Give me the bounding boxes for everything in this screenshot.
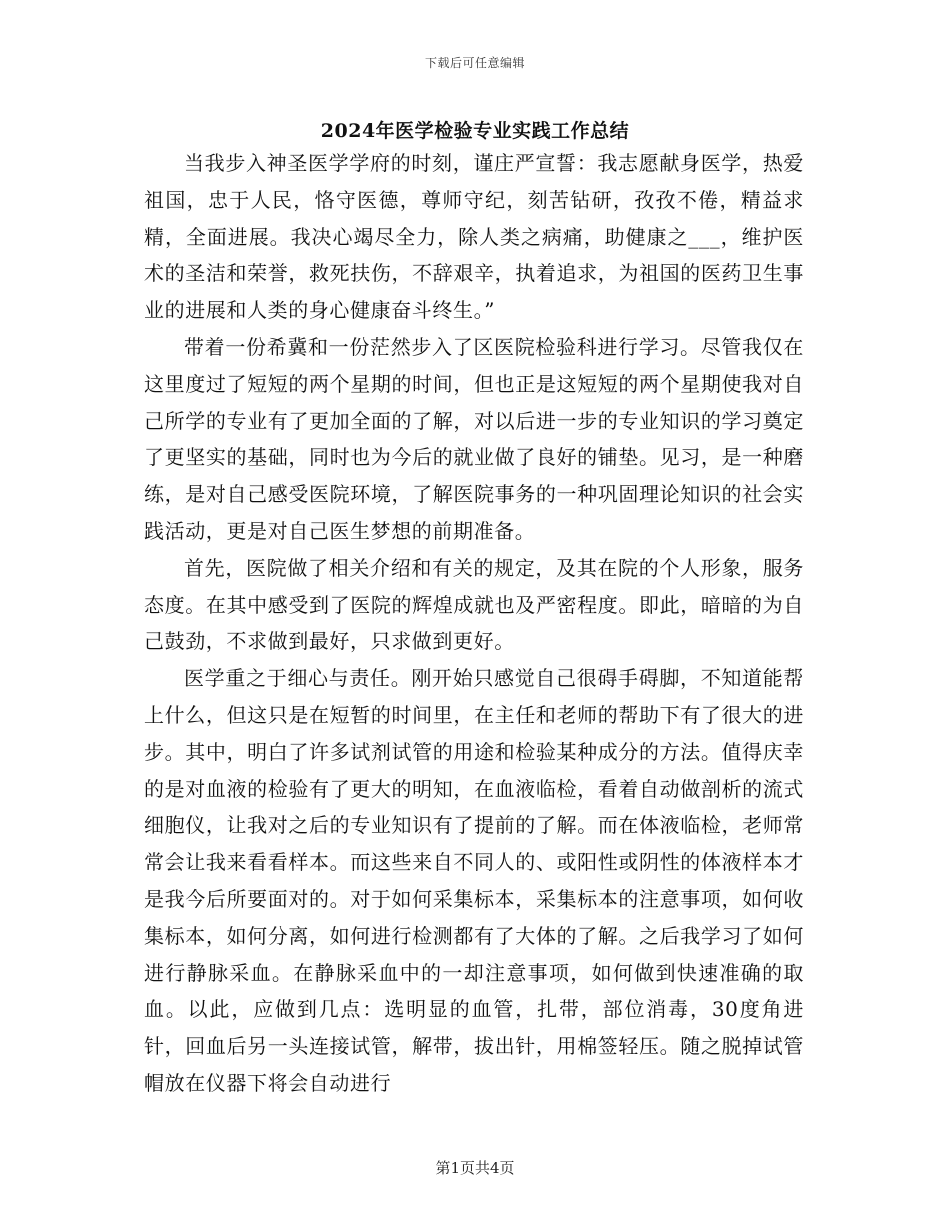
- paragraph-hospital-introduction: 首先，医院做了相关介绍和有关的规定，及其在院的个人形象，服务态度。在其中感受到了医院的辉煌成就也及严密程度。即此，暗暗的为自己鼓劲，不求做到最好，只求做到更好。: [144, 555, 804, 654]
- page-number: 第1页共4页: [435, 1159, 515, 1177]
- document-title: 2024年医学检验专业实践工作总结: [320, 120, 630, 142]
- paragraph-oath: 当我步入神圣医学学府的时刻，谨庄严宣誓：我志愿献身医学，热爱祖国，忠于人民，恪守医德，尊师守纪，刻苦钻研，孜孜不倦，精益求精，全面进展。我决心竭尽全力，除人类之病痛，助健康之___，维护医术的圣洁和荣誉，救死扶伤，不辞艰辛，执着追求，为祖国的医药卫生事业的进展和人类的身心健康奋斗终生。”: [144, 151, 804, 323]
- paragraph-lab-learning: 医学重之于细心与责任。刚开始只感觉自己很碍手碍脚，不知道能帮上什么，但这只是在短暂的时间里，在主任和老师的帮助下有了很大的进步。其中，明白了许多试剂试管的用途和检验某种成分的方法。值得庆幸的是对血液的检验有了更大的明知，在血液临检，看着自动做剖析的流式细胞仪，让我对之后的专业知识有了提前的了解。而在体液临检，老师常常会让我来看看样本。而这些来自不同人的、或阳性或阴性的体液样本才是我今后所要面对的。对于如何采集标本，采集标本的注意事项，如何收集标本，如何分离，如何进行检测都有了大体的了解。之后我学习了如何进行静脉采血。在静脉采血中的一却注意事项，如何做到快速准确的取血。以此，应做到几点：选明显的血管，扎带，部位消毒，30度角进针，回血后另一头连接试管，解带，拔出针，用棉签轻压。随之脱掉试管帽放在仪器下将会自动进行: [144, 666, 804, 1095]
- document-body: [144, 145, 804, 1102]
- paragraph-internship-intro: 带着一份希冀和一份茫然步入了区医院检验科进行学习。尽管我仅在这里度过了短短的两个星期的时间，但也正是这短短的两个星期使我对自己所学的专业有了更加全面的了解，对以后进一步的专业知识的学习奠定了更坚实的基础，同时也为今后的就业做了良好的铺垫。见习，是一种磨练，是对自己感受医院环境，了解医院事务的一种巩固理论知识的社会实践活动，更是对自己医生梦想的前期准备。: [144, 334, 804, 543]
- page-header-note: 下载后可任意编辑: [424, 56, 525, 70]
